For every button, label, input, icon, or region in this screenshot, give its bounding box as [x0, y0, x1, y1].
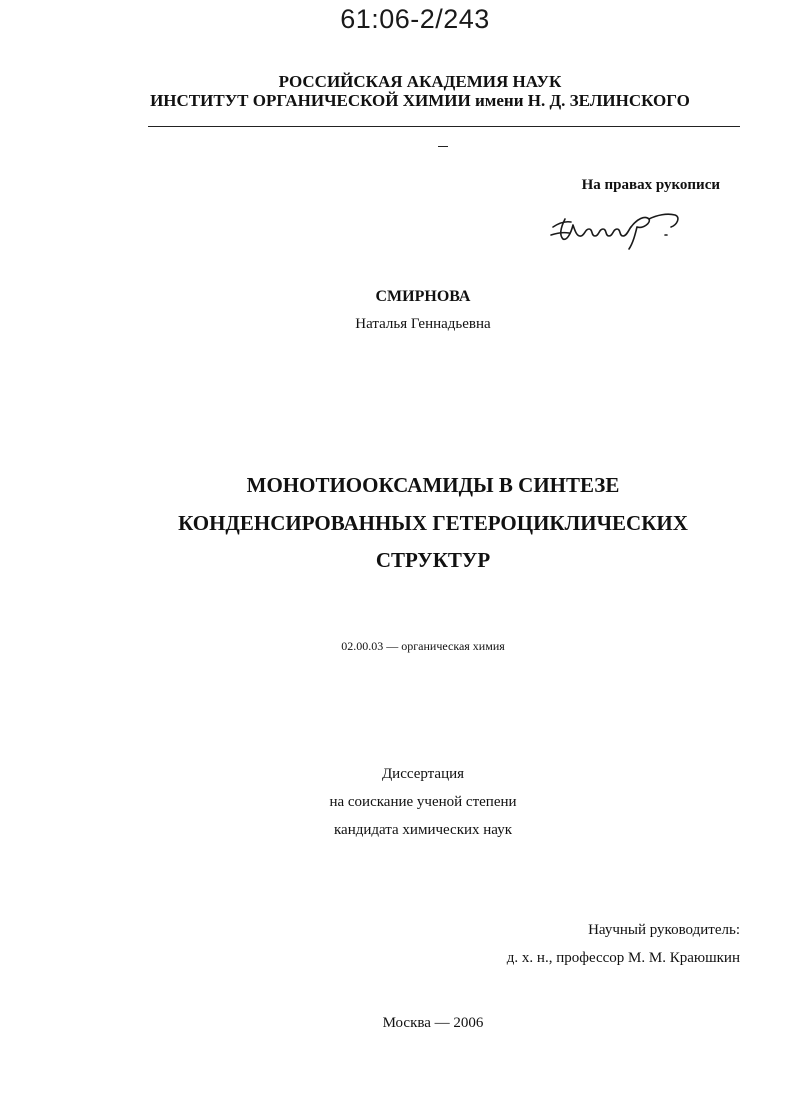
handwritten-signature	[545, 205, 695, 255]
header-dash	[438, 146, 448, 147]
signature-stroke	[629, 217, 649, 249]
author-surname: СМИРНОВА	[375, 288, 471, 305]
place-and-year: Москва — 2006	[382, 1015, 484, 1031]
dissertation-degree-name: кандидата химических наук	[333, 822, 512, 838]
rights-note: На правах рукописи	[581, 177, 720, 193]
advisor-label: Научный руководитель:	[588, 922, 740, 938]
author-given-names: Наталья Геннадьевна	[355, 316, 491, 332]
header-divider	[148, 126, 740, 127]
advisor-name: д. х. н., профессор М. М. Краюшкин	[506, 950, 740, 966]
signature-stroke	[649, 214, 678, 227]
institute-name: ИНСТИТУТ ОРГАНИЧЕСКОЙ ХИМИИ имени Н. Д. ЗЕЛИНСКОГО	[150, 91, 690, 110]
dissertation-degree-line: на соискание ученой степени	[329, 794, 517, 810]
thesis-title-line-2: КОНДЕНСИРОВАННЫХ ГЕТЕРОЦИКЛИЧЕСКИХ	[178, 511, 688, 535]
catalog-number: 61:06-2/243	[340, 4, 490, 34]
thesis-title-line-1: МОНОТИООКСАМИДЫ В СИНТЕЗЕ	[246, 473, 620, 497]
signature-stroke	[551, 233, 569, 235]
dissertation-type: Диссертация	[381, 766, 465, 782]
specialty-code: 02.00.03 — органическая химия	[341, 639, 505, 653]
academy-name: РОССИЙСКАЯ АКАДЕМИЯ НАУК	[278, 72, 562, 91]
thesis-title-line-3: СТРУКТУР	[375, 548, 491, 572]
